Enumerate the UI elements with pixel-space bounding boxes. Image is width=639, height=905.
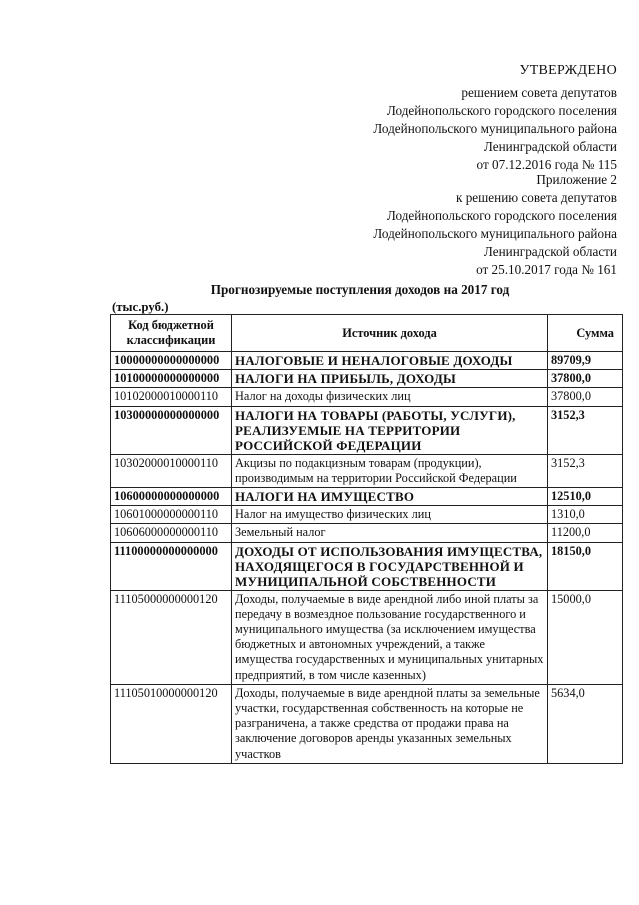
sum-cell: 3152,3 xyxy=(548,406,623,454)
source-cell: НАЛОГИ НА ПРИБЫЛЬ, ДОХОДЫ xyxy=(232,370,548,388)
source-cell: НАЛОГИ НА ИМУЩЕСТВО xyxy=(232,488,548,506)
table-header-row xyxy=(111,315,623,352)
approval-line: от 07.12.2016 года № 115 xyxy=(476,157,617,172)
sum-cell: 11200,0 xyxy=(548,524,623,542)
table-row xyxy=(111,590,623,684)
code-cell: 10300000000000000 xyxy=(111,406,232,454)
table-row xyxy=(111,684,623,763)
approval-line: Лодейнопольского городского поселения xyxy=(386,103,617,118)
code-cell: 10600000000000000 xyxy=(111,488,232,506)
header-code: Код бюджетной классификации xyxy=(111,315,232,352)
unit-label: (тыс.руб.) xyxy=(112,300,169,314)
table-row xyxy=(111,352,623,370)
approval-line: решением совета депутатов xyxy=(461,85,617,100)
sum-cell: 3152,3 xyxy=(548,454,623,487)
approval-heading: УТВЕРЖДЕНО xyxy=(519,63,617,78)
appendix-line: Лодейнопольского муниципального района xyxy=(373,226,617,241)
sum-cell: 5634,0 xyxy=(548,684,623,763)
code-cell: 11100000000000000 xyxy=(111,542,232,590)
appendix-line: Приложение 2 xyxy=(536,172,617,187)
code-cell: 10102000010000110 xyxy=(111,388,232,406)
header-source: Источник дохода xyxy=(232,315,548,352)
source-cell: Акцизы по подакцизным товарам (продукции), производимым на территории Российской Федерации xyxy=(232,454,548,487)
source-cell: Налог на имущество физических лиц xyxy=(232,506,548,524)
sum-cell: 1310,0 xyxy=(548,506,623,524)
table-row xyxy=(111,488,623,506)
code-cell: 10000000000000000 xyxy=(111,352,232,370)
sum-cell: 15000,0 xyxy=(548,590,623,684)
appendix-block xyxy=(197,171,617,279)
source-cell: НАЛОГОВЫЕ И НЕНАЛОГОВЫЕ ДОХОДЫ xyxy=(232,352,548,370)
sum-cell: 12510,0 xyxy=(548,488,623,506)
table-row xyxy=(111,370,623,388)
source-cell: Доходы, получаемые в виде арендной платы за земельные участки, государственная собственность на которые не разграничена, а также средства от продажи права на заключение договоров аренды указанных земельных участков xyxy=(232,684,548,763)
code-cell: 11105010000000120 xyxy=(111,684,232,763)
table-row xyxy=(111,454,623,487)
table-row xyxy=(111,406,623,454)
table-body xyxy=(111,352,623,764)
code-cell: 10302000010000110 xyxy=(111,454,232,487)
source-cell: Доходы, получаемые в виде арендной либо иной платы за передачу в возмездное пользование государственного и муниципального имущества (за исключением имущества бюджетных и автономных учреждений, а также имущества государственных и муниципальных унитарных предприятий, в том числе казенных) xyxy=(232,590,548,684)
sum-cell: 89709,9 xyxy=(548,352,623,370)
approval-line: Ленинградской области xyxy=(483,139,617,154)
table-row xyxy=(111,524,623,542)
header-sum: Сумма xyxy=(548,315,623,352)
appendix-line: Лодейнопольского городского поселения xyxy=(386,208,617,223)
approval-block xyxy=(197,62,617,174)
appendix-line: от 25.10.2017 года № 161 xyxy=(476,262,617,277)
source-cell: ДОХОДЫ ОТ ИСПОЛЬЗОВАНИЯ ИМУЩЕСТВА, НАХОДЯЩЕГОСЯ В ГОСУДАРСТВЕННОЙ И МУНИЦИПАЛЬНОЙ СОБСТВЕННОСТИ xyxy=(232,542,548,590)
document-title: Прогнозируемые поступления доходов на 2017 год xyxy=(210,282,510,297)
source-cell: НАЛОГИ НА ТОВАРЫ (РАБОТЫ, УСЛУГИ), РЕАЛИЗУЕМЫЕ НА ТЕРРИТОРИИ РОССИЙСКОЙ ФЕДЕРАЦИИ xyxy=(232,406,548,454)
approval-line: Лодейнопольского муниципального района xyxy=(373,121,617,136)
table-row xyxy=(111,542,623,590)
sum-cell: 18150,0 xyxy=(548,542,623,590)
source-cell: Земельный налог xyxy=(232,524,548,542)
sum-cell: 37800,0 xyxy=(548,370,623,388)
income-table xyxy=(110,314,623,764)
sum-cell: 37800,0 xyxy=(548,388,623,406)
table-row xyxy=(111,506,623,524)
table-row xyxy=(111,388,623,406)
code-cell: 10606000000000110 xyxy=(111,524,232,542)
code-cell: 11105000000000120 xyxy=(111,590,232,684)
appendix-line: Ленинградской области xyxy=(483,244,617,259)
source-cell: Налог на доходы физических лиц xyxy=(232,388,548,406)
code-cell: 10601000000000110 xyxy=(111,506,232,524)
appendix-line: к решению совета депутатов xyxy=(455,190,617,205)
code-cell: 10100000000000000 xyxy=(111,370,232,388)
